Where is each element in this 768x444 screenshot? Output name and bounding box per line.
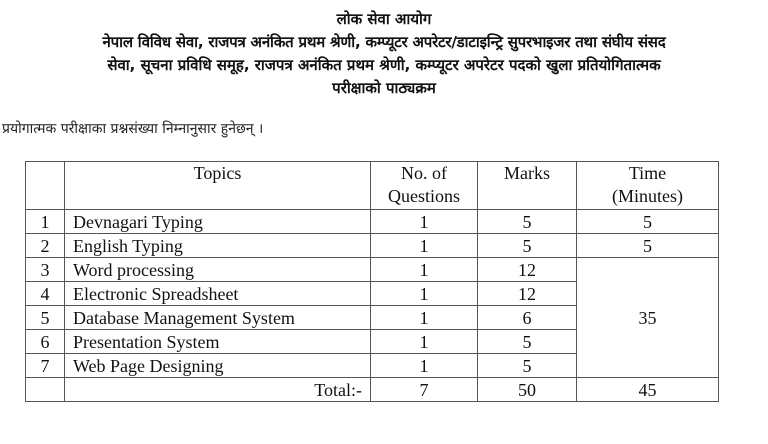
- row-marks: 12: [478, 258, 577, 282]
- row-marks: 6: [478, 306, 577, 330]
- header-questions: [371, 162, 478, 210]
- row-topic: Devnagari Typing: [65, 210, 371, 234]
- total-label: Total:-: [65, 378, 371, 402]
- exam-topics-table: [25, 161, 719, 402]
- header-questions-line1: No. of: [401, 163, 447, 183]
- row-num: 6: [26, 330, 65, 354]
- total-marks: 50: [478, 378, 577, 402]
- header-time-line2: (Minutes): [612, 186, 683, 206]
- row-topic: Presentation System: [65, 330, 371, 354]
- header-questions-line2: Questions: [388, 186, 460, 206]
- intro-text: प्रयोगात्मक परीक्षाका प्रश्नसंख्या निम्नानुसार हुनेछन् ।: [2, 121, 264, 137]
- row-num: 1: [26, 210, 65, 234]
- row-topic: Electronic Spreadsheet: [65, 282, 371, 306]
- total-row: [26, 378, 719, 402]
- row-questions: 1: [371, 234, 478, 258]
- row-topic: Database Management System: [65, 306, 371, 330]
- row-questions: 1: [371, 282, 478, 306]
- row-marks: 5: [478, 354, 577, 378]
- organization-title: लोक सेवा आयोग: [336, 10, 432, 28]
- header-marks: Marks: [478, 162, 577, 210]
- row-num: 3: [26, 258, 65, 282]
- row-questions: 1: [371, 258, 478, 282]
- total-num-empty: [26, 378, 65, 402]
- row-time-merged: 35: [577, 258, 719, 378]
- row-num: 4: [26, 282, 65, 306]
- row-num: 2: [26, 234, 65, 258]
- syllabus-title-line-2: सेवा, सूचना प्रविधि समूह, राजपत्र अनंकित प्रथम श्रेणी, कम्प्यूटर अपरेटर पदको खुला प्रतियोगितात्मक: [107, 56, 661, 74]
- row-questions: 1: [371, 306, 478, 330]
- table-row: [26, 234, 719, 258]
- row-questions: 1: [371, 330, 478, 354]
- row-time: 5: [577, 234, 719, 258]
- row-num: 7: [26, 354, 65, 378]
- row-time: 5: [577, 210, 719, 234]
- row-marks: 5: [478, 330, 577, 354]
- syllabus-title-line-1: नेपाल विविध सेवा, राजपत्र अनंकित प्रथम श्रेणी, कम्प्यूटर अपरेटर/डाटाइन्ट्रि सुपरभाइजर तथा संघीय संसद: [102, 33, 666, 51]
- row-topic: Word processing: [65, 258, 371, 282]
- row-marks: 5: [478, 210, 577, 234]
- total-questions: 7: [371, 378, 478, 402]
- syllabus-title-line-3: परीक्षाको पाठ्यक्रम: [332, 79, 436, 97]
- header-topics: Topics: [65, 162, 371, 210]
- header-time: [577, 162, 719, 210]
- table-row: [26, 210, 719, 234]
- row-topic: Web Page Designing: [65, 354, 371, 378]
- row-questions: 1: [371, 210, 478, 234]
- table-header-row: [26, 162, 719, 210]
- total-time: 45: [577, 378, 719, 402]
- header-time-line1: Time: [628, 163, 667, 183]
- row-questions: 1: [371, 354, 478, 378]
- row-marks: 5: [478, 234, 577, 258]
- table-row: [26, 258, 719, 282]
- header-num: [26, 162, 65, 210]
- row-marks: 12: [478, 282, 577, 306]
- row-topic: English Typing: [65, 234, 371, 258]
- row-num: 5: [26, 306, 65, 330]
